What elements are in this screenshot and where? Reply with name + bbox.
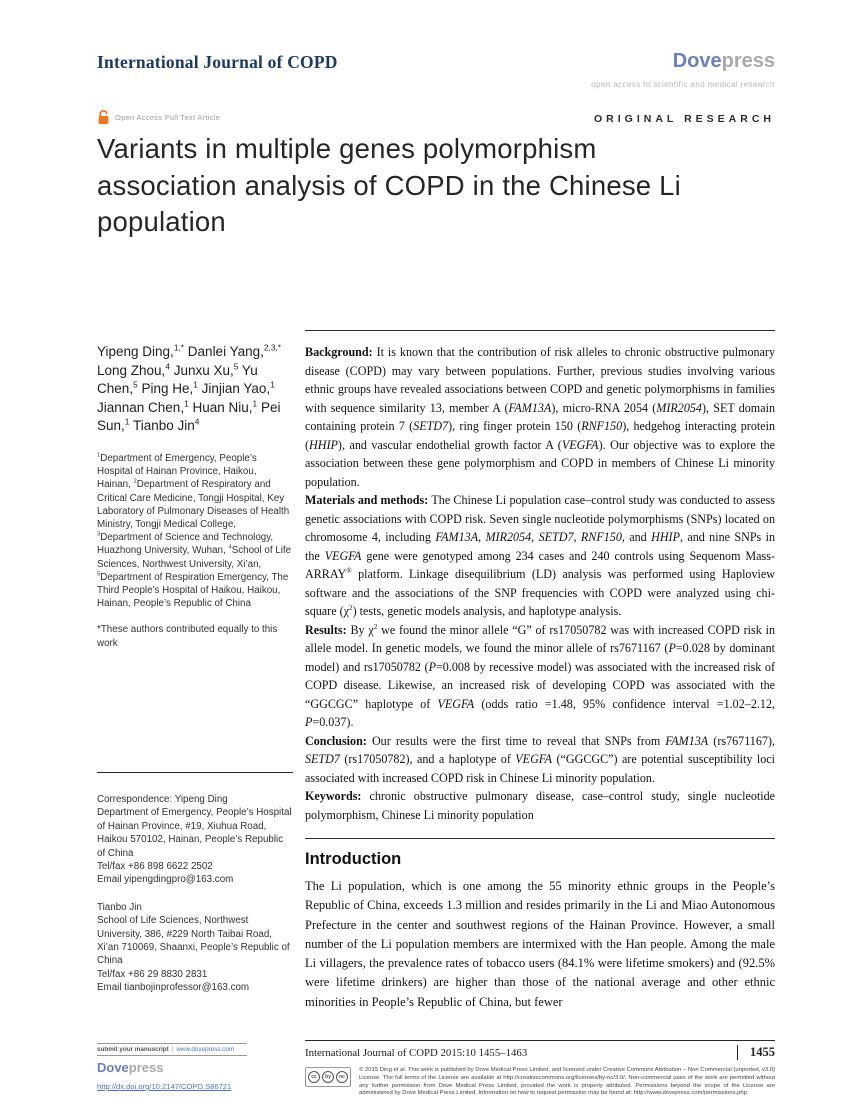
dovepress-footer-logo[interactable] <box>97 1060 247 1075</box>
contribution-note: *These authors contributed equally to this work <box>97 624 278 649</box>
article-type-label: ORIGINAL RESEARCH <box>594 113 775 125</box>
correspondence-name: Tianbo Jin <box>97 901 142 913</box>
footer-right <box>305 1040 775 1098</box>
introduction-heading: Introduction <box>305 850 402 868</box>
abstract-section <box>305 330 775 824</box>
citation-row <box>305 1040 775 1060</box>
email-link[interactable]: yipengdingpro@163.com <box>124 874 234 886</box>
author-list: Yipeng Ding,$^{1,*}$ Danlei Yang,$^{2,3,*}$ Long Zhou,$^4$ Junxu Xu,$^5$ Yu Chen,$^5$ Ping He,$^1$ Jinjian Yao,$^1$ Jiannan Chen,$^1$ Huan Niu,$^1$ Pei Sun,$^1$ Tianbo Jin$^4$ <box>97 342 282 434</box>
cc-by-icon: by <box>322 1071 334 1083</box>
abstract-methods: Materials and methods: The Chinese Li population case–control study was conducted to assess genetic associations with COPD risk. Seven single nucleotide polymorphisms (SNPs) located on chromosome 4, including FAM13A, MIR2054, SETD7, RNF150, and HHIP, and nine SNPs in the VEGFA gene were genotyped among 234 cases and 240 controls using Sequenom Mass-ARRAY® platform. Linkage disequilibrium (LD) analysis was performed using Haploview software and the associations of the SNP frequencies with COPD were analyzed using chi-square $(\chi^2)$ tests, genetic models analysis, and haplotype analysis. <box>305 493 776 618</box>
submit-text: submit your manuscript <box>97 1046 169 1053</box>
doi-link[interactable]: http://dx.doi.org/10.2147/COPD.S86721 <box>97 1082 232 1091</box>
abstract-results: Results: By $\chi^2$ we found the minor allele “G” of rs17050782 was with increased COPD risk in allele model. In genetic models, we found the minor allele of rs7671167 (P=0.028 by dominant model) and rs17050782 (P=0.008 by recessive model) was associated with the increased risk of COPD disease. Likewise, an increased risk of developing COPD was associated with the “GGCGC” haplotype of VEGFA (odds ratio =1.48, 95% confidence interval =1.02–2.12, P=0.037). <box>305 622 776 729</box>
abstract-conclusion: Conclusion: Our results were the first time to reveal that SNPs from FAM13A (rs7671167), SETD7 (rs17050782), and a haplotype of VEGFA (“GGCGC”) are potential susceptibility loci associated with increased COPD risk in Chinese Li minority population. <box>305 733 775 785</box>
dovepress-logo-dove: Dove <box>672 50 722 72</box>
introduction-section <box>305 838 775 1012</box>
correspondence-telfax: Tel/fax +86 29 8830 2831 <box>97 968 208 980</box>
open-access-label: Open Access Full Text Article <box>115 113 221 122</box>
journal-citation: International Journal of COPD 2015:10 1455–1463 <box>305 1047 528 1059</box>
license-row <box>305 1067 775 1098</box>
footer-left <box>97 1043 247 1091</box>
affiliations: $^1$Department of Emergency, People’s Hospital of Hainan Province, Haikou, Hainan, $^2$Department of Respiratory and Critical Care Medicine, Tongji Hospital, Key Laboratory of Pulmonary Diseases of Health Ministry, Tongji Medical College, $^3$Department of Science and Technology, Huazhong University, Wuhan, $^4$School of Life Sciences, Northwest University, Xi’an, $^5$Department of Respiration Emergency, The Third People’s Hospital of Haikou, Haikou, Hainan, People’s Republic of China <box>97 452 292 610</box>
correspondence-block-1 <box>97 793 293 887</box>
introduction-paragraph: The Li population, which is one among the 55 minority ethnic groups in the People’s Republic of China, exceeds 1.3 million and resides primarily in the Li and Miao Autonomous Prefecture in the center and southwest regions of the Hainan Province. However, a small number of the Li population members are intermixed with the Han people. Among the male Li villagers, the prevalence rates of tobacco users (84.1% were lifetime smokers) and (92.5% were lifetime drinkers) are higher than those of the national average and other ethnic minorities in People’s Republic of China, but fewer <box>305 879 775 1009</box>
license-text: © 2015 Ding et al. This work is published by Dove Medical Press Limited, and licensed under Creative Commons Attribution – Non Commercial (unported, v3.0) License. The full terms of the License are available at http://creativecommons.org/licenses/by-nc/3.0/. Non-commercial uses of the work are permitted without any further permission from Dove Medical Press Limited, provided the work is properly attributed. Permissions beyond the scope of the License are administered by Dove Medical Press Limited. Information on how to request permission may be found at: http://www.dovepress.com/permissions.php <box>359 1067 775 1097</box>
open-access-badge[interactable] <box>97 110 220 125</box>
abstract-background: Background: It is known that the contribution of risk alleles to chronic obstructive pulmonary disease (COPD) may vary between populations. Further, previous studies involving various ethnic groups have revealed associations between COPD and genetic polymorphisms in families with sequence similarity 13, member A (FAM13A), micro-RNA 2054 (MIR2054), SET domain containing protein 7 (SETD7), ring finger protein 150 (RNF150), hedgehog interacting protein (HHIP), and vascular endothelial growth factor A (VEGFA). Our objective was to explore the association between these gene polymorphism and COPD in members of Chinese Li minority population. <box>305 345 776 489</box>
dovepress-url-link[interactable]: www.dovepress.com <box>176 1046 235 1053</box>
correspondence-telfax: Tel/fax +86 898 6622 2502 <box>97 861 213 873</box>
abstract-keywords: Keywords: chronic obstructive pulmonary disease, case–control study, single nucleotide polymorphism, Chinese Li minority population <box>305 789 775 822</box>
dovepress-logo[interactable] <box>673 50 775 73</box>
dovepress-footer-dove: Dove <box>97 1060 129 1075</box>
correspondence-section <box>97 772 293 995</box>
open-access-icon <box>97 110 110 125</box>
cc-nc-icon: nc <box>336 1071 348 1083</box>
dovepress-footer-press: press <box>128 1060 164 1075</box>
email-label: Email <box>97 874 125 886</box>
article-body <box>305 330 775 1012</box>
email-label: Email <box>97 982 125 994</box>
correspondence-address: School of Life Sciences, Northwest University, 386, #229 North Taibai Road, Xi’an 710069, Shaanxi, People’s Republic of China <box>97 915 290 967</box>
correspondence-block-2 <box>97 901 293 995</box>
correspondence-address: Department of Emergency, People’s Hospital of Hainan Province, #19, Xiuhua Road, Haikou 570102, Hainan, People’s Republic of China <box>97 807 292 859</box>
submit-manuscript-line <box>97 1043 247 1056</box>
dovepress-logo-press: press <box>721 50 775 72</box>
page-number: 1455 <box>737 1045 775 1060</box>
email-link[interactable]: tianbojinprofessor@163.com <box>124 982 250 994</box>
separator: | <box>171 1046 174 1053</box>
creative-commons-badge[interactable] <box>305 1067 351 1087</box>
correspondence-name: Correspondence: Yipeng Ding <box>97 794 228 805</box>
journal-tagline: open access to scientific and medical research <box>591 80 775 89</box>
correspondence-email-line <box>97 981 293 994</box>
journal-name: International Journal of COPD <box>97 52 338 72</box>
cc-icon: cc <box>308 1071 320 1083</box>
correspondence-email-line <box>97 873 293 886</box>
author-sidebar <box>97 343 293 650</box>
article-title: Variants in multiple genes polymorphism association analysis of COPD in the Chinese Li population <box>97 133 681 238</box>
